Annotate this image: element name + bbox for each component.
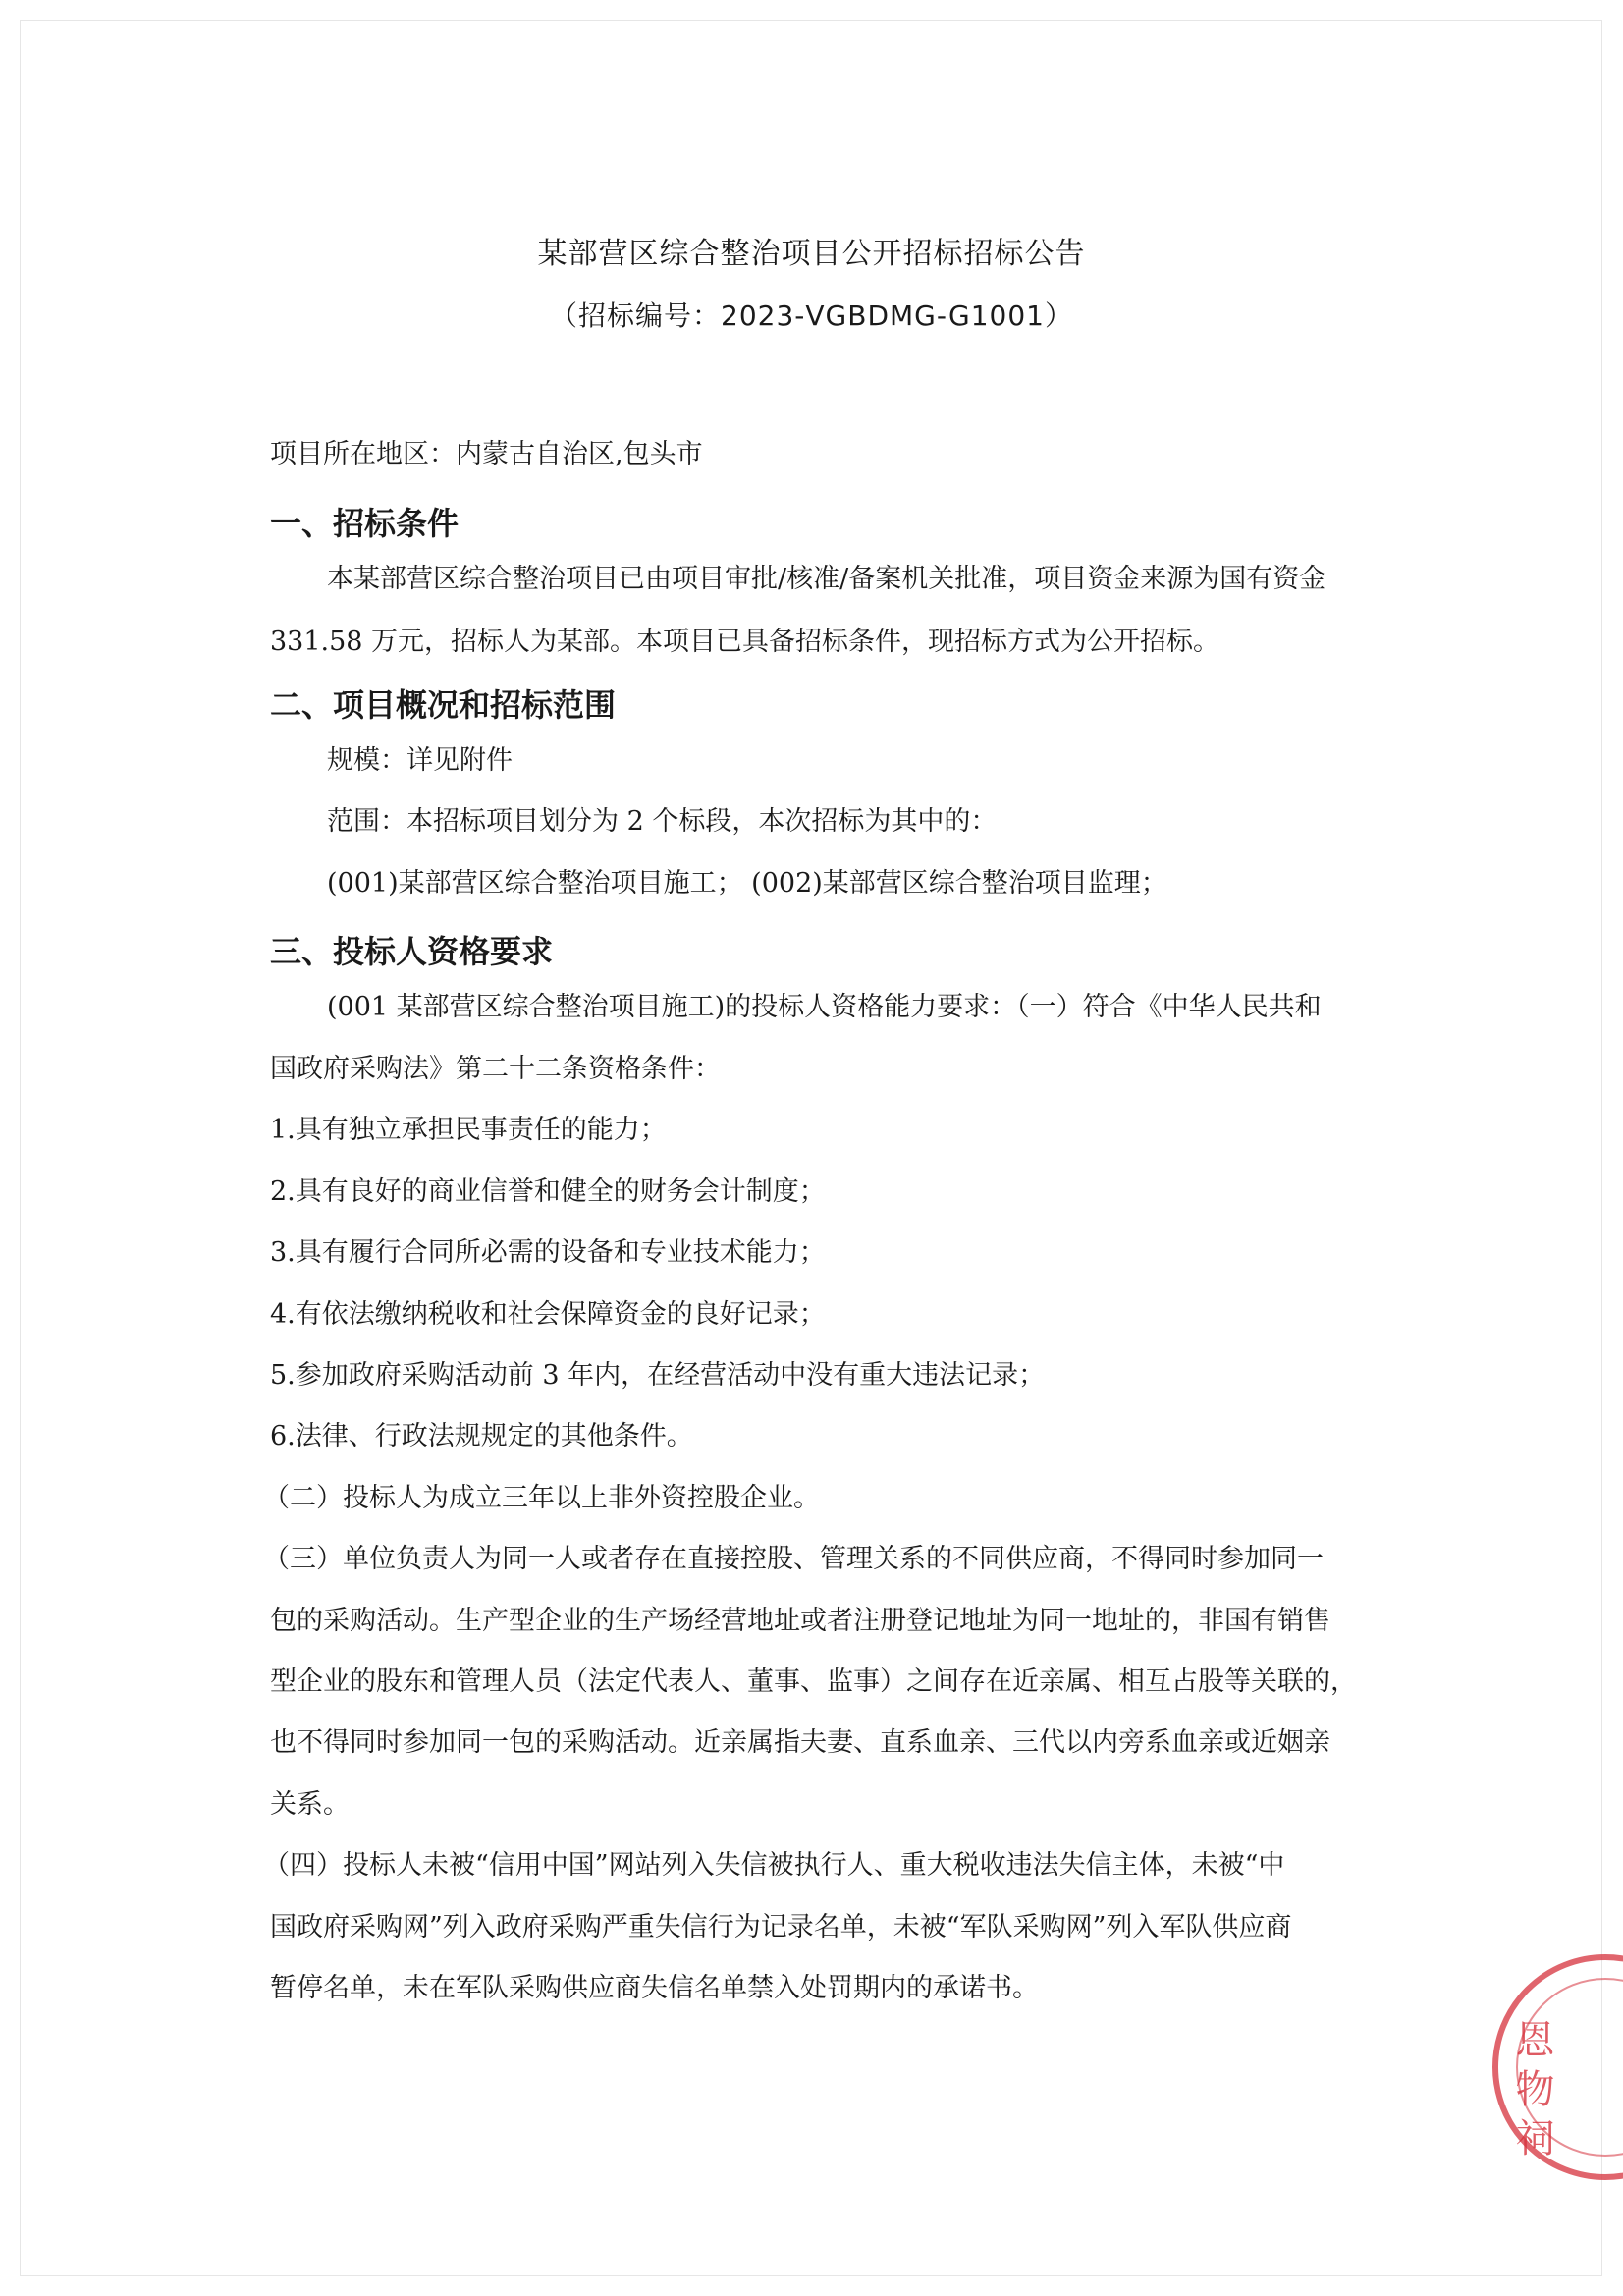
section-3-line-9: （二）投标人为成立三年以上非外资控股企业。	[263, 1483, 820, 1513]
document-title: 某部营区综合整治项目公开招标招标公告	[537, 237, 1086, 271]
section-2-line-3: (001)某部营区综合整治项目施工； (002)某部营区综合整治项目监理；	[327, 868, 1167, 899]
section-heading-2: 二、项目概况和招标范围	[270, 686, 617, 724]
section-3-line-1: (001 某部营区综合整治项目施工)的投标人资格能力要求：（一）符合《中华人民共和	[327, 992, 1322, 1022]
project-region: 项目所在地区：内蒙古自治区,包头市	[270, 439, 703, 469]
section-3-line-11: 包的采购活动。生产型企业的生产场经营地址或者注册登记地址为同一地址的，非国有销售	[270, 1606, 1330, 1636]
section-3-line-8: 6.法律、行政法规规定的其他条件。	[270, 1421, 693, 1451]
section-1-line-2: 331.58 万元，招标人为某部。本项目已具备招标条件，现招标方式为公开招标。	[270, 627, 1220, 657]
document-subtitle: （招标编号：2023-VGBDMG-G1001）	[550, 300, 1073, 332]
section-3-line-14: 关系。	[270, 1789, 350, 1820]
section-3-line-17: 暂停名单，未在军队采购供应商失信名单禁入处罚期内的承诺书。	[270, 1973, 1039, 2003]
section-3-line-2: 国政府采购法》第二十二条资格条件：	[270, 1054, 721, 1084]
section-heading-3: 三、投标人资格要求	[270, 933, 554, 970]
section-2-line-1: 规模：详见附件	[327, 745, 513, 776]
section-2-line-2: 范围：本招标项目划分为 2 个标段，本次招标为其中的：	[327, 806, 998, 837]
section-3-line-16: 国政府采购网”列入政府采购严重失信行为记录名单，未被“军队采购网”列入军队供应商	[270, 1912, 1292, 1942]
section-heading-1: 一、招标条件	[270, 505, 460, 542]
seal-text: 恩物祠	[1509, 2019, 1554, 2166]
section-3-line-4: 2.具有良好的商业信誉和健全的财务会计制度；	[270, 1176, 826, 1207]
section-3-line-12: 型企业的股东和管理人员（法定代表人、董事、监事）之间存在近亲属、相互占股等关联的，	[270, 1667, 1357, 1697]
section-3-line-7: 5.参加政府采购活动前 3 年内，在经营活动中没有重大违法记录；	[270, 1360, 1046, 1391]
section-3-line-15: （四）投标人未被“信用中国”网站列入失信被执行人、重大税收违法失信主体，未被“中	[263, 1850, 1285, 1881]
section-3-line-5: 3.具有履行合同所必需的设备和专业技术能力；	[270, 1237, 826, 1268]
section-3-line-13: 也不得同时参加同一包的采购活动。近亲属指夫妻、直系血亲、三代以内旁系血亲或近姻亲	[270, 1727, 1330, 1758]
section-3-line-6: 4.有依法缴纳税收和社会保障资金的良好记录；	[270, 1299, 826, 1330]
section-3-line-10: （三）单位负责人为同一人或者存在直接控股、管理关系的不同供应商，不得同时参加同一	[263, 1544, 1324, 1574]
section-1-line-1: 本某部营区综合整治项目已由项目审批/核准/备案机关批准，项目资金来源为国有资金	[327, 564, 1326, 594]
section-3-line-3: 1.具有独立承担民事责任的能力；	[270, 1115, 667, 1145]
